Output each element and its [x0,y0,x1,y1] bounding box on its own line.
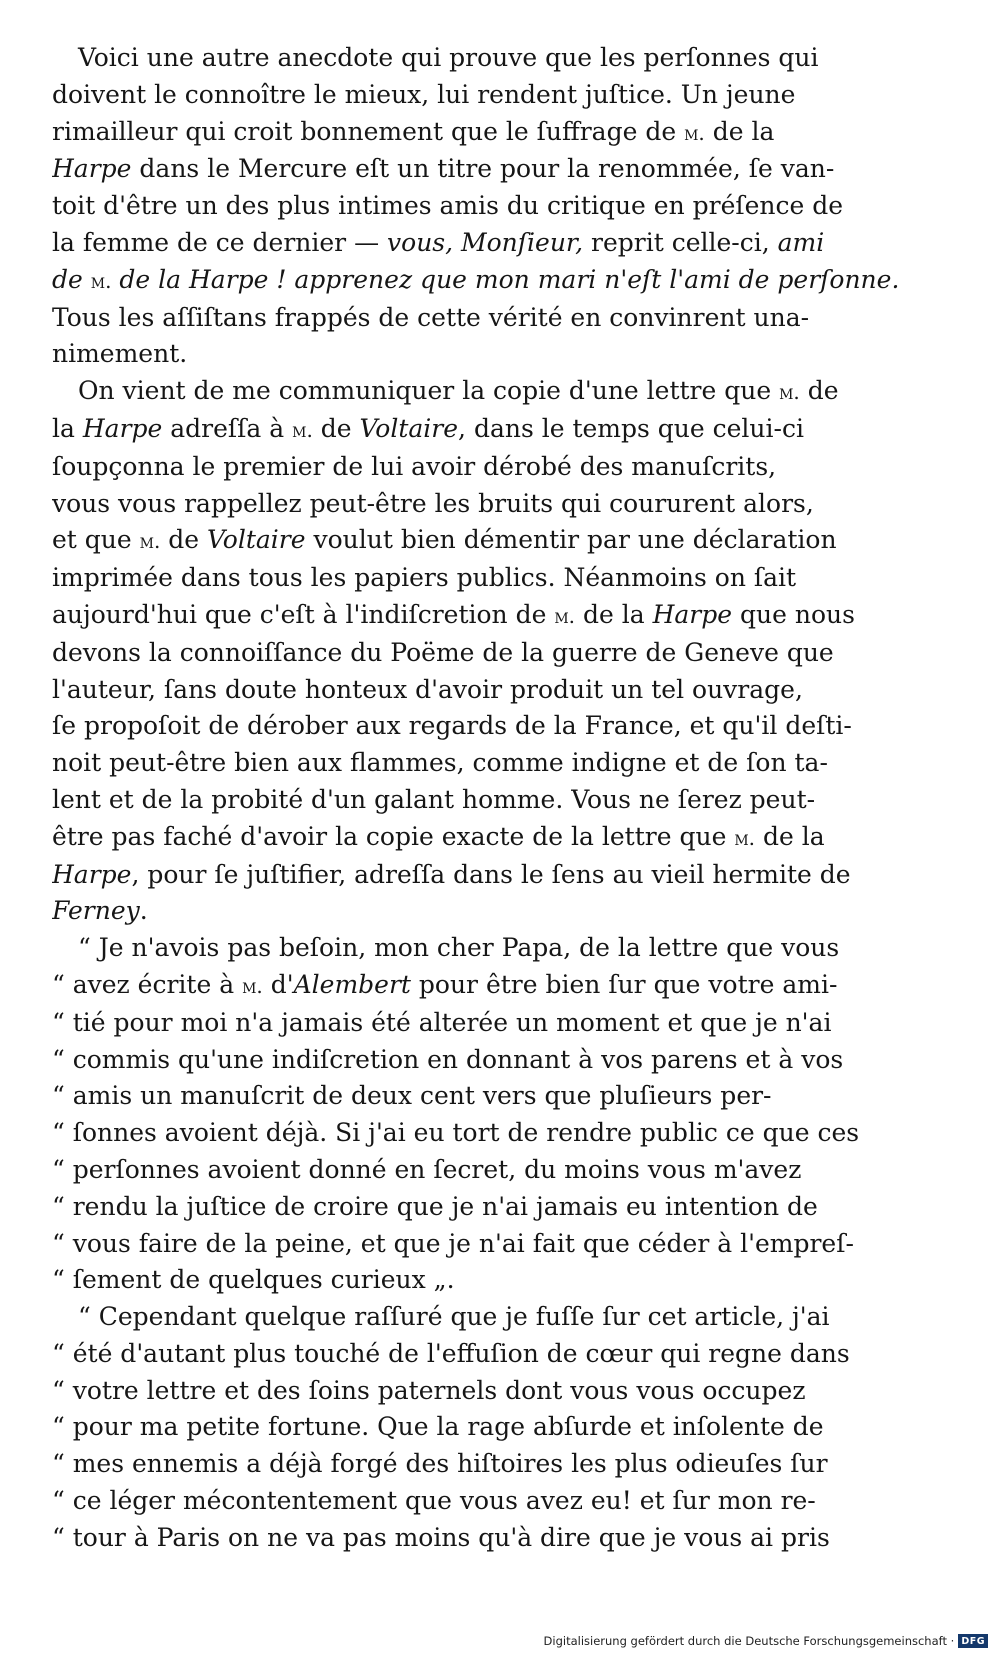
text-segment: de [160,525,208,555]
text-segment: toit d'être un des plus intimes amis du critique en préſence de [52,191,844,221]
text-segment: “ amis un manuſcrit de deux cent vers que pluſieurs per- [52,1081,772,1111]
text-segment: m. [554,603,576,628]
text-segment: que nous [732,599,855,629]
text-segment: reprit celle-ci, [583,227,778,257]
text-segment: être pas faché d'avoir la copie exacte de la lettre que [52,821,735,851]
text-segment: vous vous rappellez peut-être les bruits qui coururent alors, [52,488,814,518]
paragraph [52,1299,942,1557]
text-line [52,1373,942,1410]
text-line [52,1409,942,1446]
text-segment: Harpe [52,859,132,889]
text-line [52,1226,942,1263]
text-line [52,1152,942,1189]
text-line [52,1336,942,1373]
text-segment: de la [575,599,653,629]
dfg-logo: DFG [958,1634,988,1648]
text-segment: de [312,413,360,443]
footer-credit: Digitalisierung gefördert durch die Deutsche Forschungsgemeinschaft · [543,1634,955,1648]
text-segment: , dans le temps que celui-ci [458,413,804,443]
text-segment: “ tour à Paris on ne va pas moins qu'à dire que je vous ai pris [52,1522,830,1552]
text-line [52,745,942,782]
text-segment: doivent le connoître le mieux, lui rendent juſtice. Un jeune [52,79,796,109]
text-line [52,151,942,188]
text-segment: “ votre lettre et des ſoins paternels dont vous vous occupez [52,1375,806,1405]
text-segment: “ mes ennemis a déjà forgé des hiſtoires les plus odieuſes ſur [52,1449,828,1479]
text-line [52,1115,942,1152]
text-line [52,114,942,152]
text-segment: m. [734,825,756,850]
text-segment: “ avez écrite à [52,969,243,999]
text-line [52,1520,942,1557]
text-line [52,1446,942,1483]
text-segment: dans le Mercure eſt un titre pour la renommée, ſe van- [131,154,835,184]
text-segment: noit peut-être bien aux flammes, comme indigne et de ſon ta- [52,748,828,778]
text-line [52,819,942,857]
text-segment: Ferney [52,896,140,926]
text-segment: “ ſonnes avoient déjà. Si j'ai eu tort de rendre public ce que ces [52,1118,860,1148]
text-segment: et que [52,525,140,555]
text-segment: “ ſement de quelques curieux „. [52,1265,455,1295]
text-segment: ami [777,227,825,257]
text-line [52,560,942,597]
text-segment: d' [262,969,294,999]
page-text [52,40,942,1557]
text-segment: “ vous faire de la peine, et que je n'ai fait que céder à l'empreſ- [52,1228,854,1258]
text-segment: de la [704,116,775,146]
text-segment: “ pour ma petite fortune. Que la rage abſurde et inſolente de [52,1412,824,1442]
text-line [52,300,942,337]
text-line [52,857,942,894]
text-line [52,1262,942,1299]
paragraph [52,930,942,1299]
text-segment: aujourd'hui que c'eſt à l'indiſcretion de [52,599,555,629]
text-line [52,893,942,930]
text-segment: l'auteur, ſans doute honteux d'avoir produit un tel ouvrage, [52,674,803,704]
text-line [52,1299,942,1336]
text-line [52,597,942,635]
text-segment: m. [779,380,800,405]
text-segment: m. [90,268,112,293]
text-segment: voulut bien démentir par une déclaration [305,525,837,555]
text-segment: nimement. [52,339,188,369]
text-line [52,188,942,225]
text-line [52,635,942,672]
text-segment: , pour ſe juſtifier, adreſſa dans le ſens au vieil hermite de [131,859,851,889]
text-line [52,782,942,819]
text-segment: “ tié pour moi n'a jamais été alterée un moment et que je n'ai [52,1007,832,1037]
text-segment: m. [242,973,263,998]
text-line [52,40,942,77]
text-segment: “ Je n'avois pas beſoin, mon cher Papa, de la lettre que vous [78,933,840,963]
text-segment: lent et de la probité d'un galant homme. Vous ne ſerez peut- [52,784,816,814]
text-line [52,77,942,114]
text-segment: imprimée dans tous les papiers publics. Néanmoins on ſait [52,563,797,593]
text-segment: Harpe [82,413,163,443]
text-segment: Voltaire [207,525,306,555]
paragraph [52,373,942,930]
paragraph [52,40,942,373]
text-segment: de [799,376,839,406]
footer [544,1633,988,1649]
text-segment: ſe propoſoit de dérober aux regards de la France, et qu'il deſti- [52,711,852,741]
text-line [52,225,942,262]
text-segment: de la [755,821,825,851]
text-segment: m. [292,417,313,442]
text-line [52,522,942,560]
text-line [52,1078,942,1115]
text-line [52,373,942,411]
text-segment: m. [139,529,161,554]
text-line [52,1189,942,1226]
text-segment: . [139,896,148,926]
text-segment: On vient de me communiquer la copie d'une lettre que [78,376,780,406]
text-segment: rimailleur qui croit bonnement que le ſuffrage de [52,116,685,146]
text-segment: “ rendu la juſtice de croire que je n'ai jamais eu intention de [52,1191,818,1221]
text-line [52,1042,942,1079]
text-segment: adreſſa à [162,413,293,443]
text-segment: “ perſonnes avoient donné en ſecret, du moins vous m'avez [52,1154,802,1184]
text-segment: la femme de ce dernier — [52,227,388,257]
text-line [52,262,942,300]
text-segment: Tous les aſſiſtans frappés de cette vérité en convinrent una- [52,302,810,332]
text-segment: “ Cependant quelque raſſuré que je fuſſe ſur cet article, j'ai [78,1302,830,1332]
text-segment: “ ce léger mécontentement que vous avez eu! et ſur mon re- [52,1486,816,1516]
text-segment: Alembert [293,969,411,999]
text-line [52,930,942,967]
text-segment: “ commis qu'une indiſcretion en donnant à vos parens et à vos [52,1044,844,1074]
text-line [52,708,942,745]
text-line [52,967,942,1005]
text-segment: pour être bien ſur que votre ami- [410,969,838,999]
text-line [52,411,942,449]
text-segment: devons la connoiſſance du Poëme de la guerre de Geneve que [52,637,834,667]
text-segment: de [52,264,91,294]
text-segment: la [52,413,83,443]
text-segment: Voltaire [359,413,459,443]
text-line [52,1005,942,1042]
text-line [52,449,942,486]
text-line [52,486,942,523]
text-segment: Harpe [52,154,132,184]
text-segment: Harpe [652,599,733,629]
text-segment: de la Harpe ! apprenez que mon mari n'eſt l'ami de perſonne. [111,264,900,294]
text-line [52,1483,942,1520]
text-segment: “ été d'autant plus touché de l'effuſion de cœur qui regne dans [52,1338,850,1368]
text-segment: m. [684,120,705,145]
text-line [52,672,942,709]
text-segment: vous, Monſieur, [387,227,584,257]
text-segment: ſoupçonna le premier de lui avoir dérobé des manuſcrits, [52,451,777,481]
text-line [52,336,942,373]
text-segment: Voici une autre anecdote qui prouve que les perſonnes qui [78,43,819,72]
